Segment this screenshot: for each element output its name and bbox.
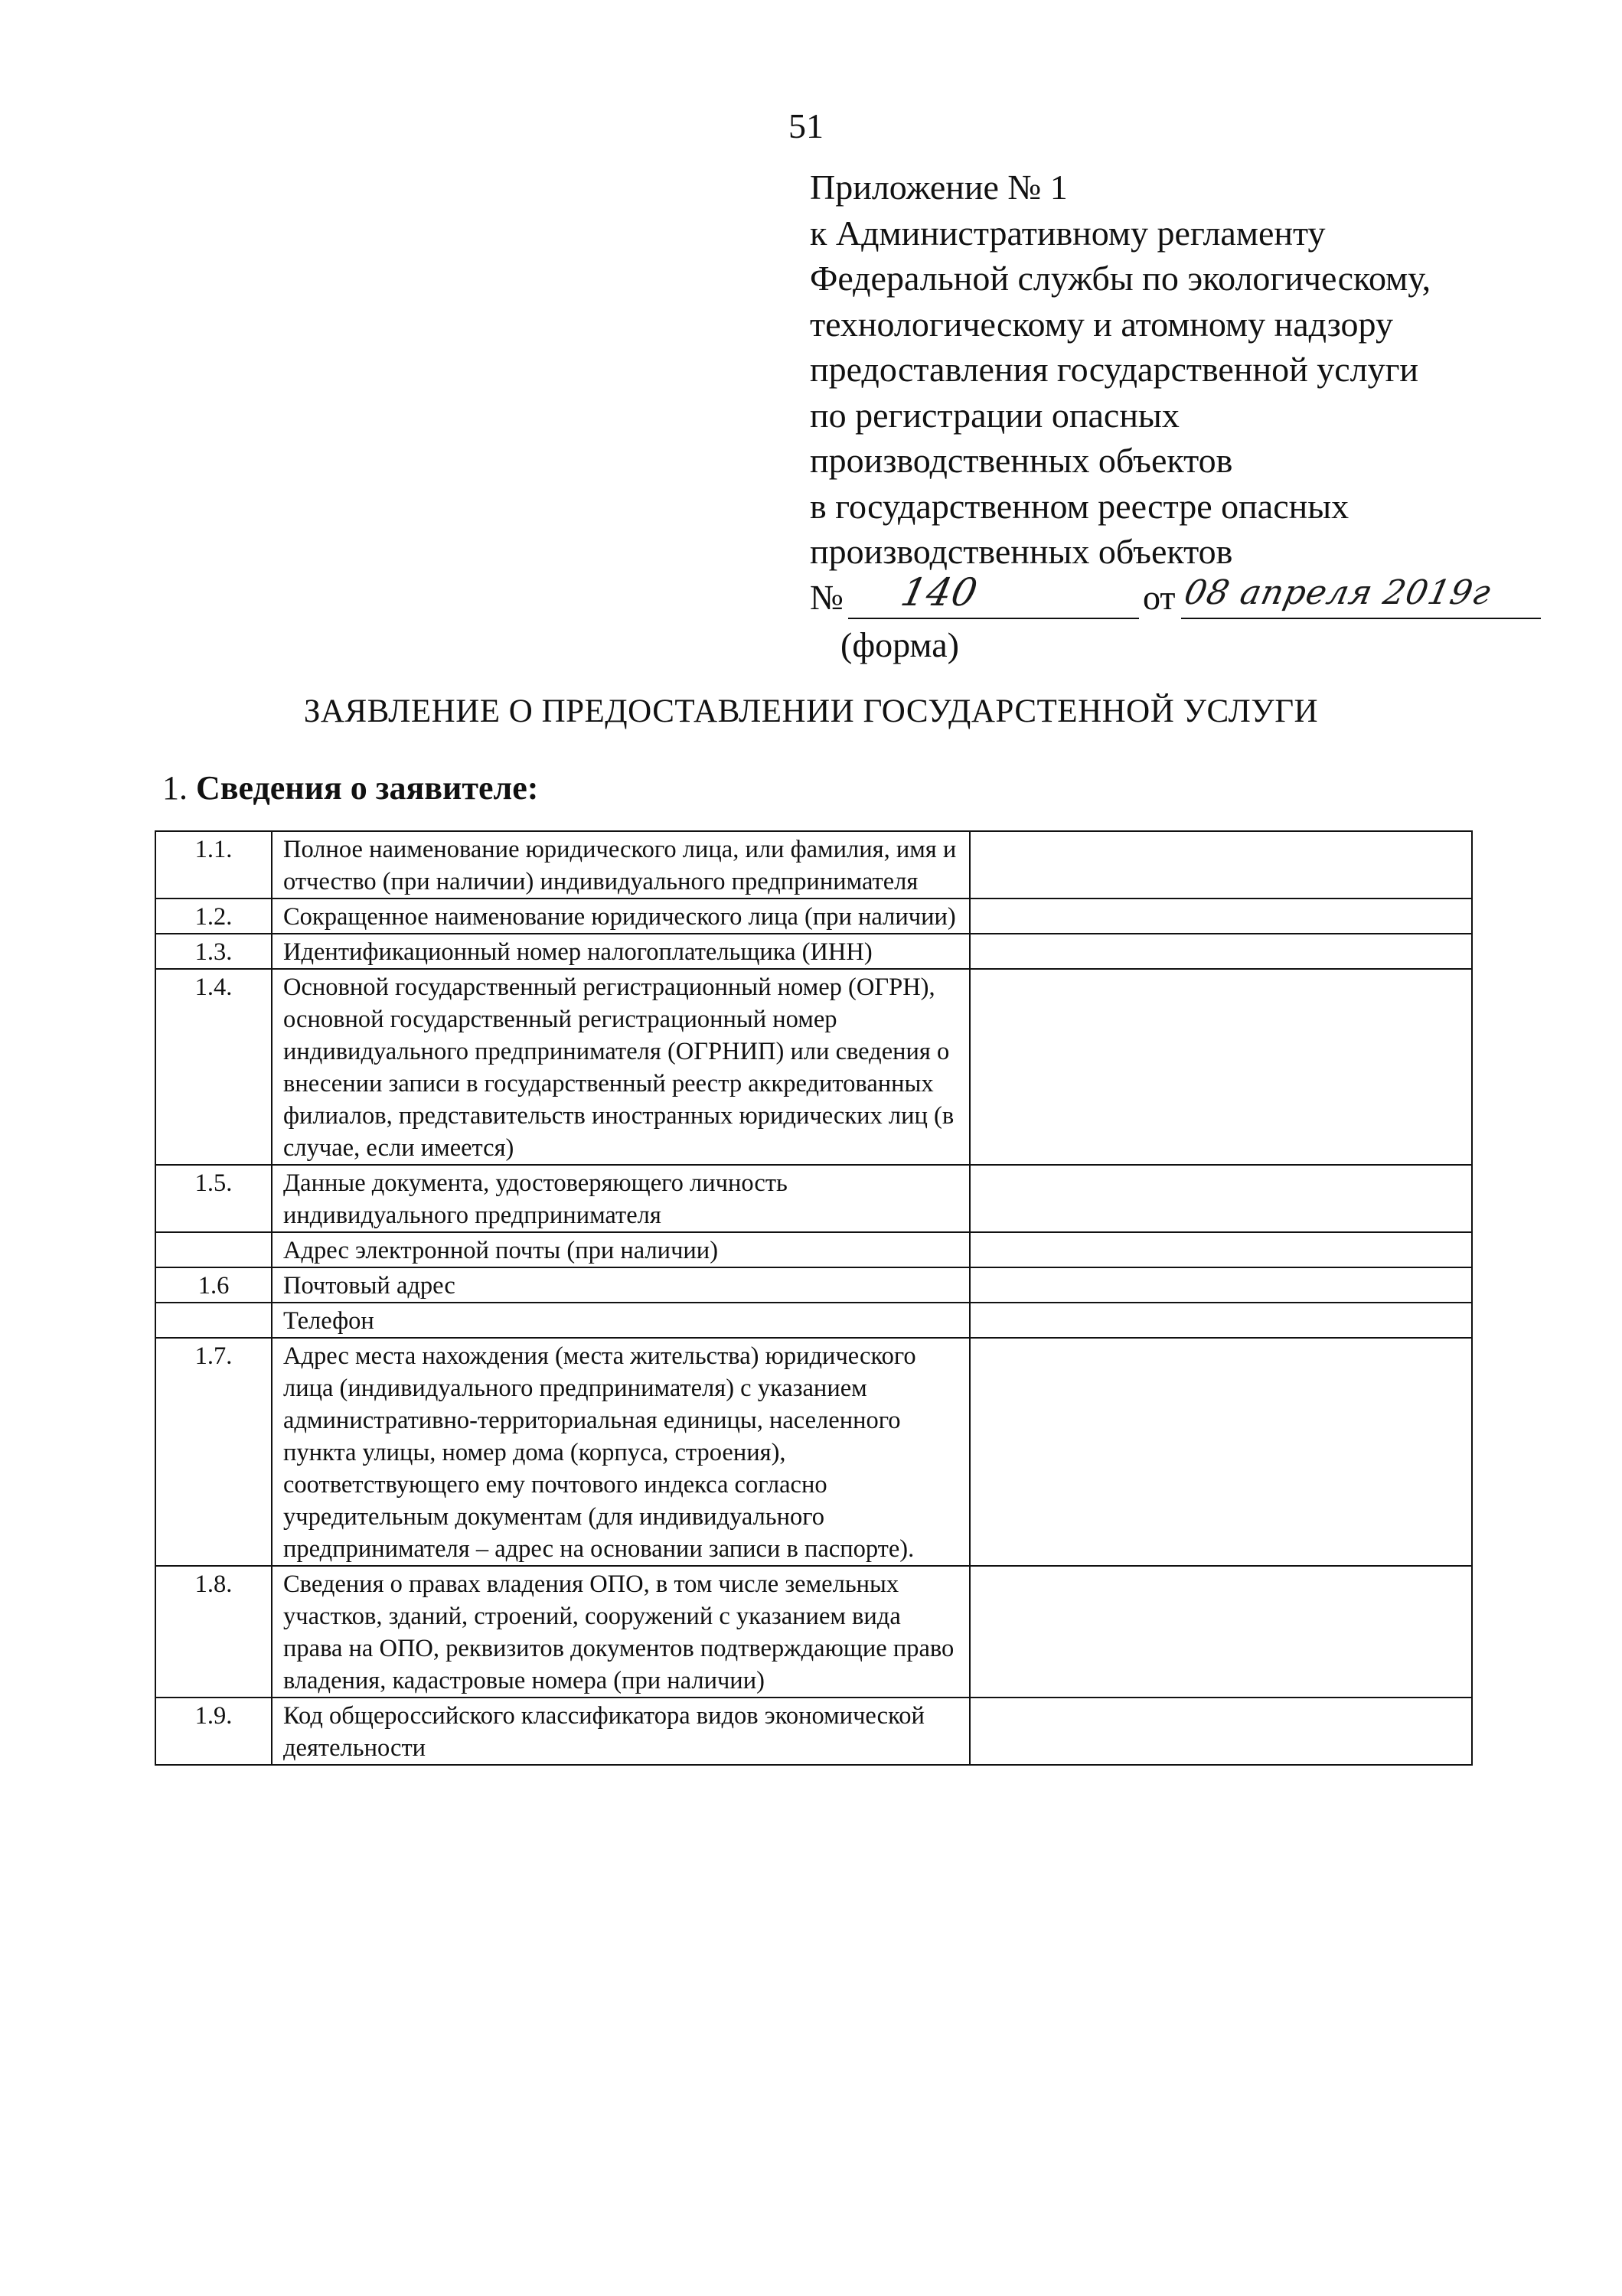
- table-row: [155, 899, 1472, 934]
- from-label: от: [1143, 577, 1176, 617]
- appendix-line: к Административному регламенту: [810, 213, 1326, 253]
- row-label: Полное наименование юридического лица, или фамилия, имя и отчество (при наличии) индивидуального предпринимателя: [272, 831, 970, 899]
- row-number: [155, 1303, 272, 1338]
- row-value-cell[interactable]: [970, 1267, 1472, 1303]
- section-title: [162, 769, 538, 807]
- appendix-line: технологическому и атомному надзору: [810, 304, 1393, 344]
- table-row: [155, 1698, 1472, 1765]
- row-label: Адрес электронной почты (при наличии): [272, 1232, 970, 1267]
- row-value-cell[interactable]: [970, 1165, 1472, 1232]
- handwritten-date: 08 апреля 2019г: [1180, 572, 1495, 612]
- row-number: [155, 1232, 272, 1267]
- row-value-cell[interactable]: [970, 969, 1472, 1165]
- row-label: Адрес места нахождения (места жительства) юридического лица (индивидуального предпринимателя) с указанием административно-территориальная единицы, населенного пункта улицы, номер дома (корпуса, строения), соответствующего ему почтового индекса согласно учредительным документам (для индивидуального предпринимателя – адрес на основании записи в паспорте).: [272, 1338, 970, 1566]
- appendix-line: предоставления государственной услуги: [810, 350, 1419, 389]
- row-number: 1.3.: [155, 934, 272, 969]
- row-label: Телефон: [272, 1303, 970, 1338]
- table-row: [155, 1267, 1472, 1303]
- row-number: 1.1.: [155, 831, 272, 899]
- row-label: Код общероссийского классификатора видов экономической деятельности: [272, 1698, 970, 1765]
- row-label: Данные документа, удостоверяющего личность индивидуального предпринимателя: [272, 1165, 970, 1232]
- number-blank: [848, 575, 1139, 619]
- row-value-cell[interactable]: [970, 1232, 1472, 1267]
- table-row: [155, 1232, 1472, 1267]
- section-title-text: Сведения о заявителе:: [196, 769, 539, 807]
- row-value-cell[interactable]: [970, 1566, 1472, 1698]
- table-row: [155, 969, 1472, 1165]
- document-title: ЗАЯВЛЕНИЕ О ПРЕДОСТАВЛЕНИИ ГОСУДАРСТЕННОЙ УСЛУГИ: [303, 693, 1319, 729]
- appendix-line: Федеральной службы по экологическому,: [810, 259, 1431, 298]
- row-label: Сведения о правах владения ОПО, в том числе земельных участков, зданий, строений, сооружений с указанием вида права на ОПО, реквизитов документов подтверждающие право владения, кадастровые номера (при наличии): [272, 1566, 970, 1698]
- row-number: 1.4.: [155, 969, 272, 1165]
- row-number: 1.2.: [155, 899, 272, 934]
- row-value-cell[interactable]: [970, 899, 1472, 934]
- appendix-line: по регистрации опасных: [810, 395, 1180, 435]
- table-row: [155, 1303, 1472, 1338]
- appendix-line: производственных объектов: [810, 441, 1233, 480]
- row-number: 1.7.: [155, 1338, 272, 1566]
- table-row: [155, 1566, 1472, 1698]
- table-row: [155, 1338, 1472, 1566]
- row-number: 1.9.: [155, 1698, 272, 1765]
- row-label: Идентификационный номер налогоплательщика (ИНН): [272, 934, 970, 969]
- appendix-line: производственных объектов: [810, 532, 1233, 571]
- table-row: [155, 831, 1472, 899]
- table-row: [155, 1165, 1472, 1232]
- appendix-line: Приложение № 1: [810, 168, 1068, 207]
- row-number: 1.5.: [155, 1165, 272, 1232]
- handwritten-number: 140: [896, 569, 982, 615]
- row-value-cell[interactable]: [970, 831, 1472, 899]
- row-value-cell[interactable]: [970, 934, 1472, 969]
- row-label: Почтовый адрес: [272, 1267, 970, 1303]
- number-label: №: [810, 577, 844, 617]
- row-value-cell[interactable]: [970, 1338, 1472, 1566]
- appendix-header: [810, 165, 1591, 667]
- row-label: Сокращенное наименование юридического лица (при наличии): [272, 899, 970, 934]
- row-number: 1.8.: [155, 1566, 272, 1698]
- number-date-line: [810, 569, 1591, 622]
- applicant-info-table: [155, 830, 1473, 1766]
- table-row: [155, 934, 1472, 969]
- appendix-line: в государственном реестре опасных: [810, 486, 1349, 526]
- page-number: 51: [788, 106, 824, 145]
- form-label: (форма): [840, 625, 959, 664]
- section-number: 1.: [162, 769, 188, 807]
- row-number: 1.6: [155, 1267, 272, 1303]
- row-label: Основной государственный регистрационный номер (ОГРН), основной государственный регистрационный номер индивидуального предпринимателя (ОГРНИП) или сведения о внесении записи в государственный реестр аккредитованных филиалов, представительств иностранных юридических лиц (в случае, если имеется): [272, 969, 970, 1165]
- row-value-cell[interactable]: [970, 1698, 1472, 1765]
- row-value-cell[interactable]: [970, 1303, 1472, 1338]
